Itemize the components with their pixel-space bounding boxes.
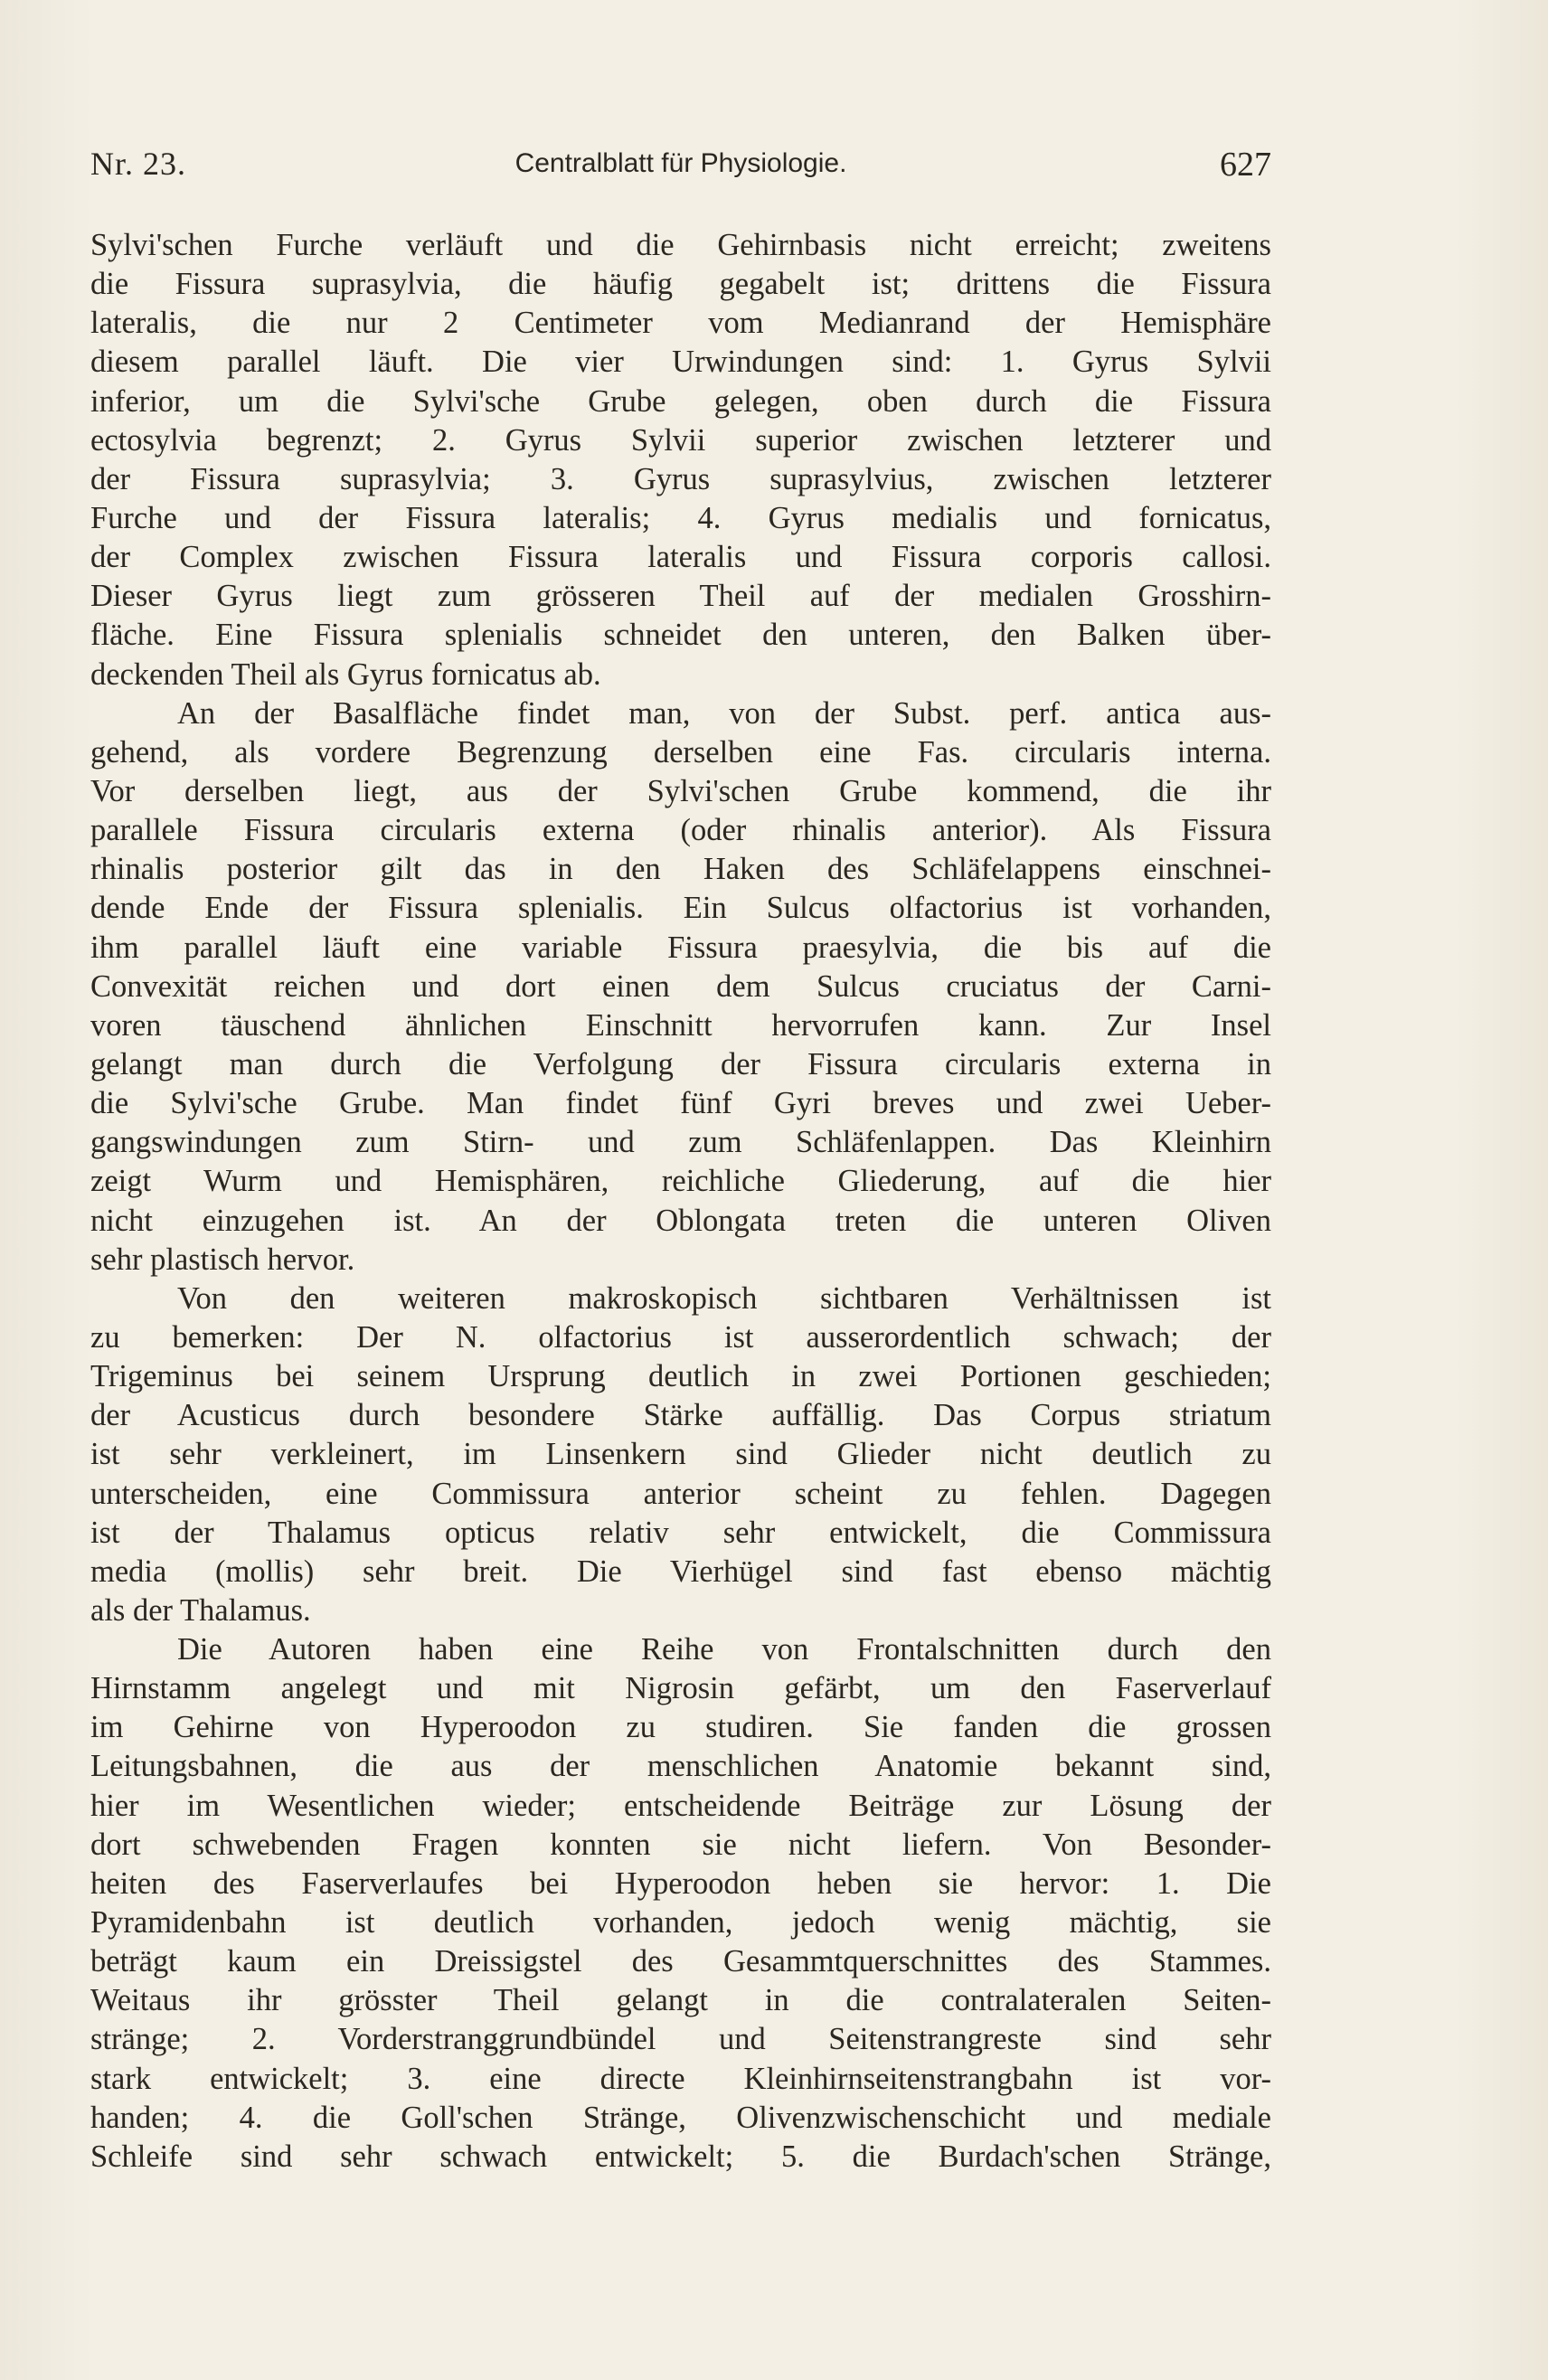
- text-line: fläche. Eine Fissura splenialis schneidet den unteren, den Balken über-: [90, 618, 1271, 653]
- text-line: voren täuschend ähnlichen Einschnitt hervorrufen kann. Zur Insel: [90, 1007, 1271, 1043]
- text-line: zeigt Wurm und Hemisphären, reichliche Gliederung, auf die hier: [90, 1164, 1271, 1199]
- text-line: Vor derselben liegt, aus der Sylvi'schen Grube kommend, die ihr: [90, 773, 1271, 808]
- text-line: der Complex zwischen Fissura lateralis und Fissura corporis callosi.: [90, 540, 1271, 575]
- text-line: ihm parallel läuft eine variable Fissura praesylvia, die bis auf die: [90, 930, 1271, 965]
- text-line: der Fissura suprasylvia; 3. Gyrus suprasylvius, zwischen letzterer: [90, 461, 1271, 496]
- text-line: gelangt man durch die Verfolgung der Fissura circularis externa in: [90, 1046, 1271, 1081]
- text-line: die Fissura suprasylvia, die häufig gegabelt ist; drittens die Fissura: [90, 267, 1271, 302]
- text-line: ist der Thalamus opticus relativ sehr entwickelt, die Commissura: [90, 1515, 1271, 1550]
- text-line: Trigeminus bei seinem Ursprung deutlich in zwei Portionen geschieden;: [90, 1359, 1271, 1394]
- text-line: beträgt kaum ein Dreissigstel des Gesammtquerschnittes des Stammes.: [90, 1944, 1271, 1979]
- text-line: rhinalis posterior gilt das in den Haken des Schläfelappens einschnei-: [90, 852, 1271, 887]
- text-line: hier im Wesentlichen wieder; entscheidende Beiträge zur Lösung der: [90, 1788, 1271, 1823]
- text-line: stränge; 2. Vorderstranggrundbündel und Seitenstrangreste sind sehr: [90, 2022, 1271, 2057]
- text-line: heiten des Faserverlaufes bei Hyperoodon heben sie hervor: 1. Die: [90, 1865, 1271, 1901]
- text-line: zu bemerken: Der N. olfactorius ist ausserordentlich schwach; der: [90, 1319, 1271, 1355]
- article-body: [90, 226, 1271, 2177]
- text-line: Sylvi'schen Furche verläuft und die Gehirnbasis nicht erreicht; zweitens: [90, 228, 1271, 262]
- text-line: dende Ende der Fissura splenialis. Ein Sulcus olfactorius ist vorhanden,: [90, 891, 1271, 926]
- text-line: nicht einzugehen ist. An der Oblongata treten die unteren Oliven: [90, 1203, 1271, 1238]
- paragraph-end-line: als der Thalamus.: [90, 1592, 311, 1628]
- text-line: gehend, als vordere Begrenzung derselben eine Fas. circularis interna.: [90, 734, 1271, 770]
- text-line: stark entwickelt; 3. eine directe Kleinhirnseitenstrangbahn ist vor-: [90, 2061, 1271, 2096]
- text-line: dort schwebenden Fragen konnten sie nicht liefern. Von Besonder-: [90, 1827, 1271, 1862]
- journal-title: Centralblatt für Physiologie.: [514, 148, 847, 178]
- text-line: ist sehr verkleinert, im Linsenkern sind Glieder nicht deutlich zu: [90, 1437, 1271, 1472]
- text-line: Hirnstamm angelegt und mit Nigrosin gefärbt, um den Faserverlauf: [90, 1671, 1271, 1706]
- issue-number: Nr. 23.: [90, 146, 186, 182]
- paragraph-start-line: An der Basalfläche findet man, von der Subst. perf. antica aus-: [177, 695, 1271, 731]
- text-line: unterscheiden, eine Commissura anterior scheint zu fehlen. Dagegen: [90, 1476, 1271, 1511]
- text-line: Dieser Gyrus liegt zum grösseren Theil auf der medialen Grosshirn-: [90, 579, 1271, 614]
- text-line: Convexität reichen und dort einen dem Sulcus cruciatus der Carni-: [90, 968, 1271, 1004]
- text-line: ectosylvia begrenzt; 2. Gyrus Sylvii superior zwischen letzterer und: [90, 422, 1271, 458]
- text-line: media (mollis) sehr breit. Die Vierhügel sind fast ebenso mächtig: [90, 1554, 1271, 1589]
- paragraph-start-line: Die Autoren haben eine Reihe von Frontalschnitten durch den: [177, 1632, 1271, 1667]
- text-line: im Gehirne von Hyperoodon zu studiren. Sie fanden die grossen: [90, 1710, 1271, 1745]
- text-line: der Acusticus durch besondere Stärke auffällig. Das Corpus striatum: [90, 1398, 1271, 1433]
- text-line: Leitungsbahnen, die aus der menschlichen Anatomie bekannt sind,: [90, 1749, 1271, 1784]
- text-line: Furche und der Fissura lateralis; 4. Gyrus medialis und fornicatus,: [90, 500, 1271, 535]
- text-line: gangswindungen zum Stirn- und zum Schläfenlappen. Das Kleinhirn: [90, 1125, 1271, 1160]
- text-line: handen; 4. die Goll'schen Stränge, Olivenzwischenschicht und mediale: [90, 2100, 1271, 2135]
- page-number: 627: [1220, 146, 1271, 184]
- text-line: Pyramidenbahn ist deutlich vorhanden, jedoch wenig mächtig, sie: [90, 1905, 1271, 1941]
- text-line: die Sylvi'sche Grube. Man findet fünf Gyri breves und zwei Ueber-: [90, 1086, 1271, 1121]
- paragraph-start-line: Von den weiteren makroskopisch sichtbaren Verhältnissen ist: [177, 1280, 1271, 1316]
- text-line: Schleife sind sehr schwach entwickelt; 5. die Burdach'schen Stränge,: [90, 2139, 1271, 2174]
- paragraph-end-line: deckenden Theil als Gyrus fornicatus ab.: [90, 656, 601, 692]
- text-line: inferior, um die Sylvi'sche Grube gelegen, oben durch die Fissura: [90, 383, 1271, 419]
- running-header: [90, 145, 1271, 190]
- paragraph-end-line: sehr plastisch hervor.: [90, 1242, 355, 1277]
- text-line: parallele Fissura circularis externa (oder rhinalis anterior). Als Fissura: [90, 813, 1271, 848]
- text-line: diesem parallel läuft. Die vier Urwindungen sind: 1. Gyrus Sylvii: [90, 345, 1271, 380]
- text-line: Weitaus ihr grösster Theil gelangt in die contralateralen Seiten-: [90, 1983, 1271, 2018]
- text-line: lateralis, die nur 2 Centimeter vom Medianrand der Hemisphäre: [90, 306, 1271, 341]
